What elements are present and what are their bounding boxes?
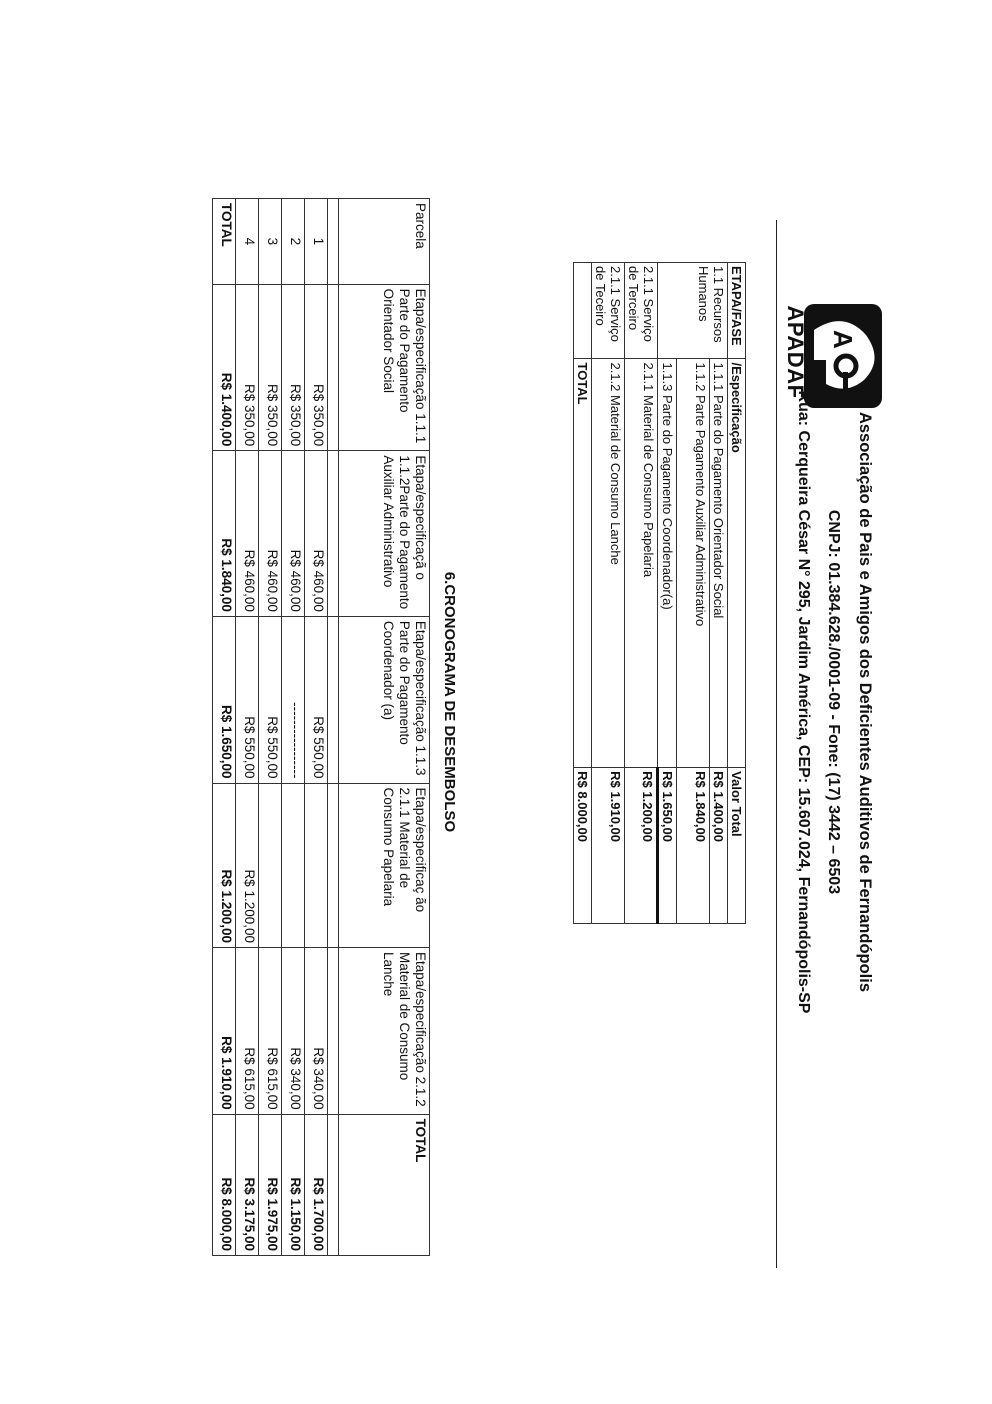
header-cell: Etapa/especificaçã o 1.1.2Parte do Pagamento Auxiliar Administrativo — [339, 451, 430, 617]
header-cell: /Especificação — [728, 359, 746, 768]
table-row — [236, 199, 259, 1256]
header-cell: ETAPA/FASE — [728, 263, 746, 359]
table-cell: R$ 1.150,00 — [282, 1114, 305, 1255]
table-cell: R$ 1.200,00 — [625, 768, 658, 924]
table-cell — [328, 199, 339, 285]
table-cell: 3 — [259, 199, 282, 285]
table-cell: ----------------- — [282, 616, 305, 783]
header-cell: Etapa/especificação 1.1.1 Parte do Pagamento Orientador Social — [339, 284, 430, 451]
table-total-row — [574, 263, 592, 924]
table-header-row — [728, 263, 746, 924]
table-row — [677, 263, 710, 924]
table-cell: R$ 460,00 — [236, 451, 259, 617]
cnpj-phone: CNPJ: 01.384.628./0001-09 - Fone: (17) 3442 – 6503 — [825, 509, 842, 895]
table-cell: R$ 1.650,00 — [213, 616, 236, 783]
table-cell: 1 — [305, 199, 328, 285]
header-cell: Etapa/especificação 2.1.2 Material de Consumo Lanche — [339, 948, 430, 1115]
table-cell: R$ 1.200,00 — [213, 783, 236, 947]
table-cell: R$ 350,00 — [282, 284, 305, 451]
section-title: 6.CRONOGRAMA DE DESEMBOLSO — [441, 571, 458, 833]
table-cell: R$ 1.400,00 — [710, 768, 728, 924]
table-cell: R$ 1.840,00 — [677, 768, 710, 924]
header-cell: Etapa/especificaç ão 2.1.1 Material de Consumo Papelaria — [339, 783, 430, 947]
table-cell: R$ 460,00 — [282, 451, 305, 617]
table-cell: R$ 1.400,00 — [213, 284, 236, 451]
table-row — [710, 263, 728, 924]
address: Rua: Cerqueira César N° 295, Jardim América, CEP: 15.607.024, Fernandópolis-SP — [795, 390, 812, 1014]
table-row — [259, 199, 282, 1256]
table-cell: R$ 1.200,00 — [236, 783, 259, 947]
table-total-row — [213, 199, 236, 1256]
table-cell — [328, 616, 339, 783]
table-cell: 2.1.1 Serviço de Terceiro — [625, 263, 658, 359]
budget-table — [573, 262, 746, 924]
svg-text:A: A — [828, 330, 858, 349]
spacer-row — [328, 199, 339, 1256]
total-value: R$ 8.000,00 — [574, 768, 592, 924]
table-cell: R$ 340,00 — [282, 948, 305, 1115]
table-row — [625, 263, 658, 924]
table-cell — [328, 451, 339, 617]
header-cell: Parcela — [339, 199, 430, 285]
table-row — [592, 263, 625, 924]
schedule-table — [212, 198, 430, 1256]
table-row — [282, 199, 305, 1256]
table-cell: 1.1.2 Parte Pagamento Auxiliar Administrativo — [677, 359, 710, 768]
table-cell — [328, 284, 339, 451]
table-cell — [282, 783, 305, 947]
organization-title: Associação de Pais e Amigos dos Deficientes Auditivos de Fernandópolis — [856, 411, 874, 993]
table-cell: R$ 1.700,00 — [305, 1114, 328, 1255]
table-cell — [328, 783, 339, 947]
table-cell: 2 — [282, 199, 305, 285]
logo-text: APADAF — [783, 305, 808, 399]
table-cell — [328, 948, 339, 1115]
table-cell: R$ 340,00 — [305, 948, 328, 1115]
table-cell: R$ 350,00 — [305, 284, 328, 451]
table-cell: 1.1.1 Parte do Pagamento Orientador Social — [710, 359, 728, 768]
table-cell: 1.1 Recursos Humanos — [658, 263, 728, 359]
table-row — [658, 263, 677, 924]
table-cell: R$ 1.975,00 — [259, 1114, 282, 1255]
total-label: TOTAL — [213, 199, 236, 285]
table-cell: R$ 615,00 — [236, 948, 259, 1115]
table-cell: R$ 460,00 — [259, 451, 282, 617]
table-cell: 2.1.2 Material de Consumo Lanche — [592, 359, 625, 768]
table-cell: R$ 350,00 — [236, 284, 259, 451]
table-cell: 4 — [236, 199, 259, 285]
table-cell — [259, 783, 282, 947]
table-cell — [305, 783, 328, 947]
table-cell: R$ 550,00 — [305, 616, 328, 783]
header-cell: TOTAL — [339, 1114, 430, 1255]
table-cell: 1.1.3 Parte do Pagamento Coordenador(a) — [658, 359, 677, 768]
table-cell — [574, 263, 592, 359]
table-cell: R$ 3.175,00 — [236, 1114, 259, 1255]
table-cell: R$ 615,00 — [259, 948, 282, 1115]
table-cell: R$ 550,00 — [259, 616, 282, 783]
table-cell: R$ 350,00 — [259, 284, 282, 451]
table-row — [305, 199, 328, 1256]
table-cell: R$ 1.910,00 — [213, 948, 236, 1115]
header-divider — [776, 220, 777, 1268]
table-cell — [328, 1114, 339, 1255]
table-cell: 2.1.1 Serviço de Teceiro — [592, 263, 625, 359]
table-cell: R$ 1.910,00 — [592, 768, 625, 924]
table-cell: R$ 460,00 — [305, 451, 328, 617]
total-label: TOTAL — [574, 359, 592, 768]
table-header-row — [339, 199, 430, 1256]
header-cell: Etapa/especificação 1.1.3 Parte do Pagamento Coordenador (a) — [339, 616, 430, 783]
table-cell: R$ 1.650,00 — [658, 768, 677, 924]
table-cell: R$ 550,00 — [236, 616, 259, 783]
table-cell: 2.1.1 Material de Consumo Papelaria — [625, 359, 658, 768]
header-cell: Valor Total — [728, 768, 746, 924]
table-cell: R$ 8.000,00 — [213, 1114, 236, 1255]
table-cell: R$ 1.840,00 — [213, 451, 236, 617]
